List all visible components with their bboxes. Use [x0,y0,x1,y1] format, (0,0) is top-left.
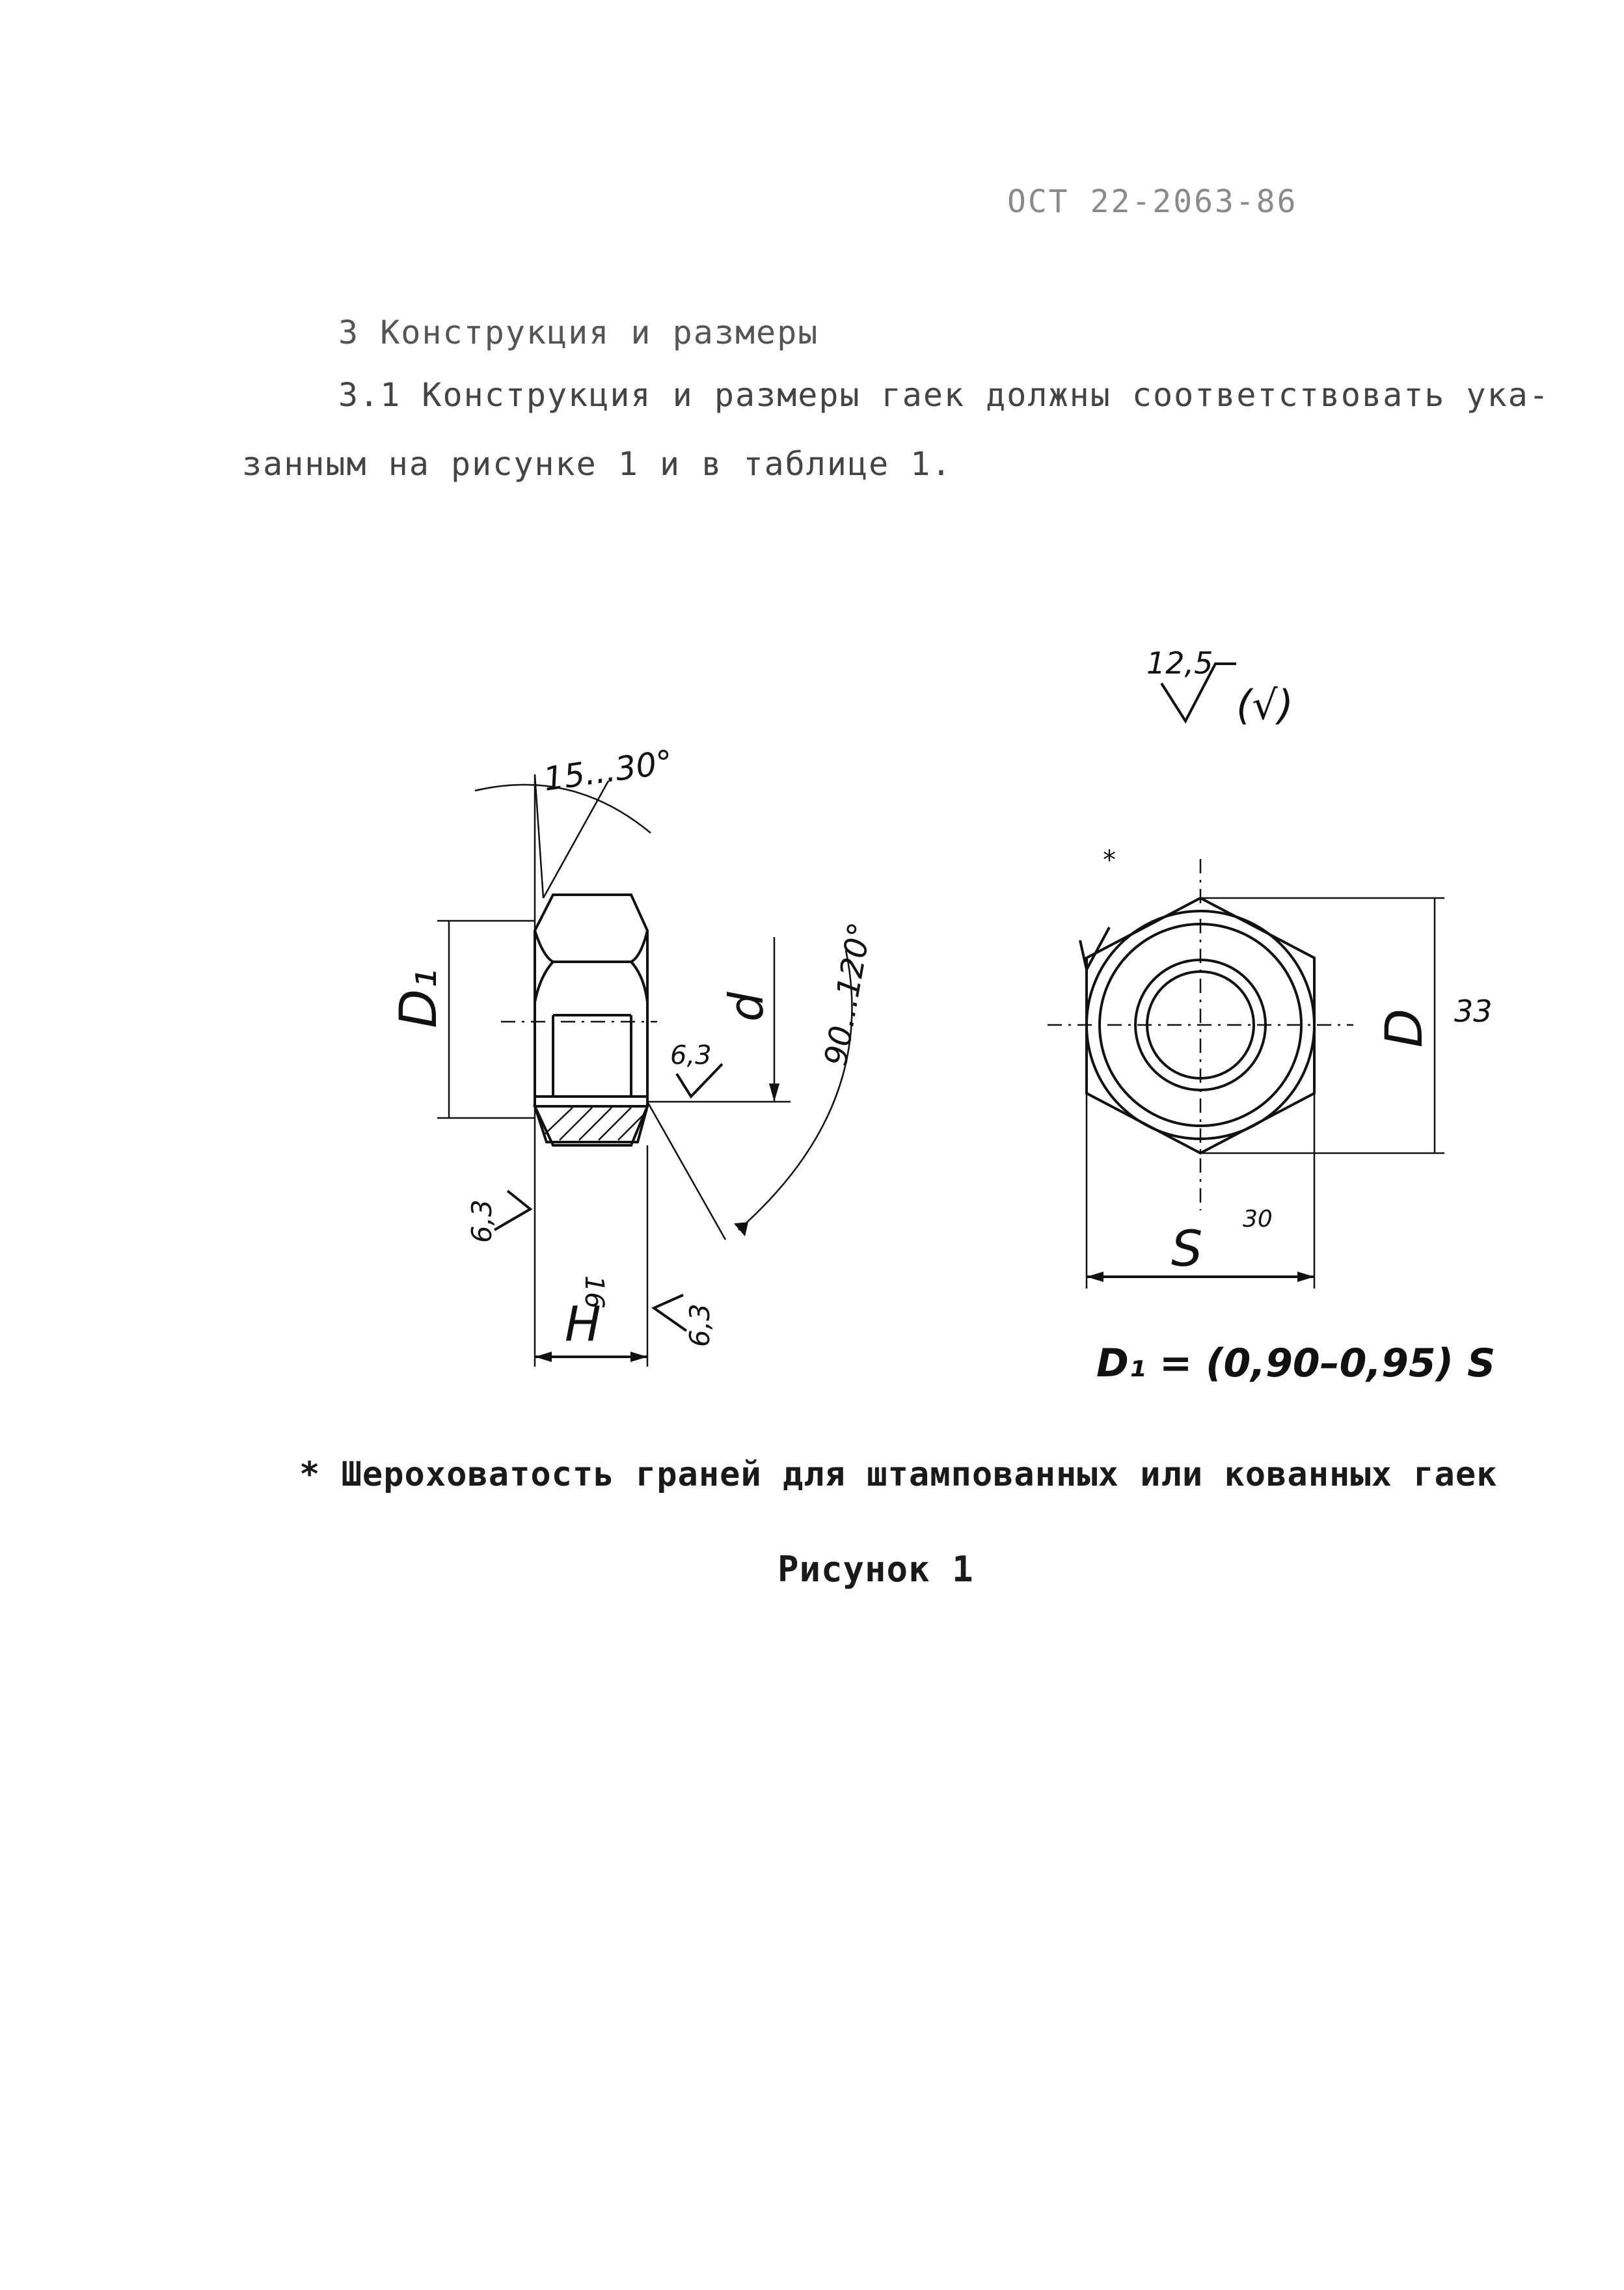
side-view [390,743,878,1367]
svg-text:30: 30 [1243,1206,1273,1233]
figure-caption: Рисунок 1 [778,1549,974,1590]
svg-text:90...120°: 90...120° [817,920,879,1069]
footnote: * Шероховатость граней для штампованных или кованных гаек [299,1455,1498,1494]
svg-text:S: S [1171,1220,1203,1277]
svg-text:33: 33 [1454,994,1493,1029]
svg-text:12,5: 12,5 [1146,646,1213,681]
svg-text:6,3: 6,3 [670,1041,712,1070]
svg-text:d: d [719,992,774,1022]
svg-text:D₁: D₁ [390,968,448,1028]
paragraph-line-1: 3.1 Конструкция и размеры гаек должны соответствовать ука- [338,376,1550,414]
section-heading: 3 Конструкция и размеры [338,314,819,351]
svg-text:16: 16 [579,1275,609,1309]
svg-text:(√): (√) [1236,681,1293,729]
formula-d1: D₁ = (0,90–0,95) S [1096,1341,1496,1386]
svg-text:6,3: 6,3 [466,1199,498,1243]
svg-text:H: H [565,1296,601,1352]
document-code: ОСТ 22-2063-86 [1007,184,1298,220]
svg-text:6,3: 6,3 [684,1303,716,1347]
paragraph-line-2: занным на рисунке 1 и в таблице 1. [242,445,953,483]
svg-text:15...30°: 15...30° [541,743,675,798]
front-view [1048,845,1493,1288]
svg-text:D: D [1375,1008,1434,1048]
svg-text:*: * [1103,845,1116,875]
roughness-general-symbol [1146,646,1293,729]
